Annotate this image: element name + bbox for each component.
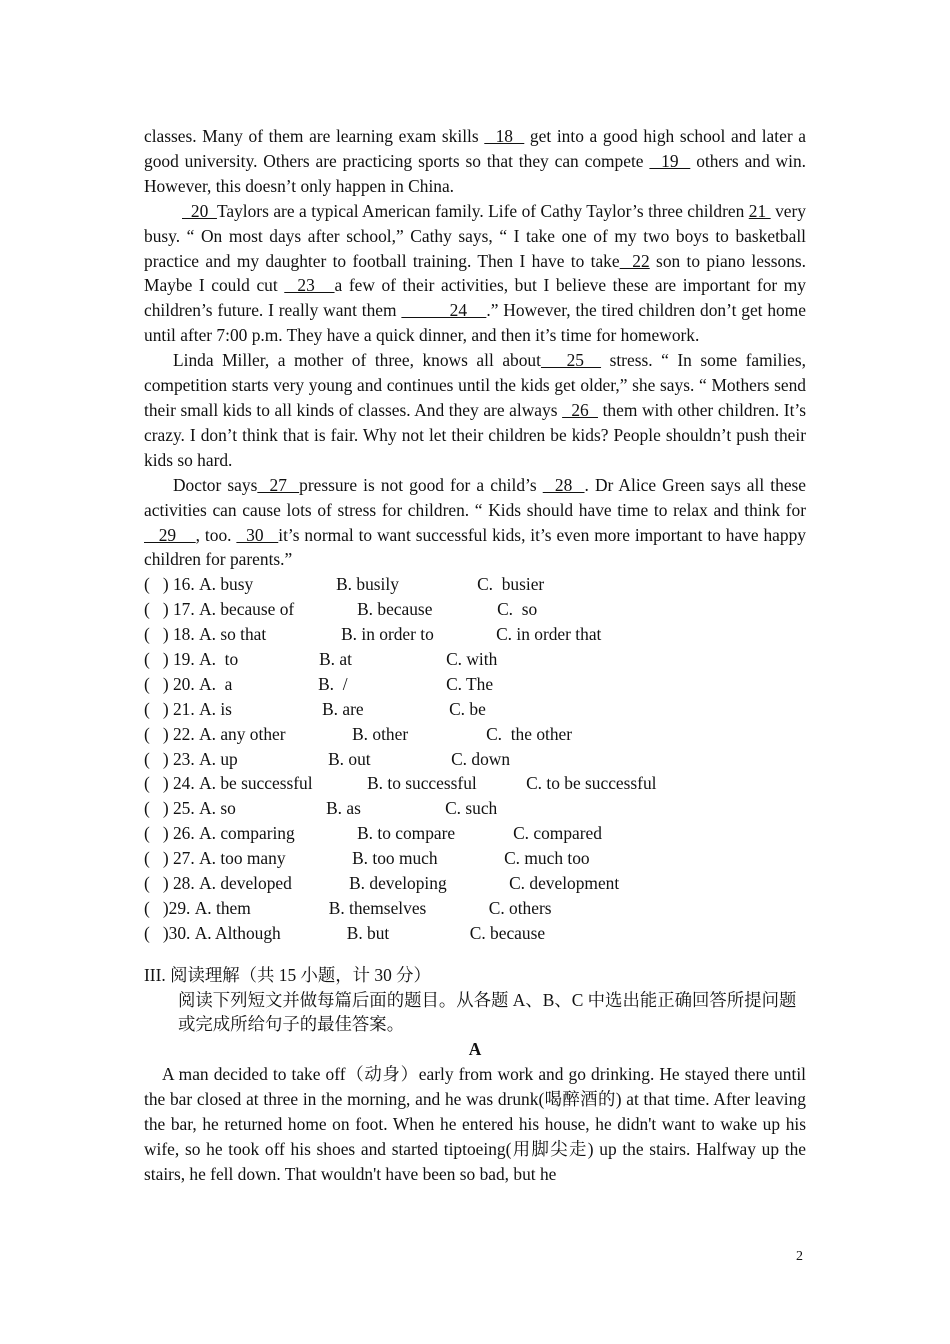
blank-18: 18: [484, 126, 525, 146]
option-a: A. them: [194, 897, 251, 918]
blank-26: 26: [562, 399, 598, 420]
question-number: 28.: [168, 873, 200, 893]
option-a: A. to: [199, 648, 239, 669]
question-row: [144, 697, 806, 722]
answer-blank[interactable]: ( ): [144, 922, 169, 943]
option-b: B. because: [357, 599, 433, 620]
text: , too.: [195, 524, 237, 545]
option-c: C. with: [446, 648, 498, 669]
option-c: C. the other: [486, 723, 573, 744]
option-c: C. so: [497, 599, 538, 620]
question-row: [144, 622, 806, 647]
blank-21: 21: [748, 200, 771, 221]
blank-23: 23: [284, 275, 335, 296]
passage-a-text: A man decided to take off（动身）early from work and go drinking. He stayed there until the bar closed at three in the morning, and he was drunk(喝醉酒的) at that time. After leaving the bar, he returned home on foot. When he entered his house, he didn't want to wake up his wife, so he took off his shoes and started tiptoeing(用脚尖走) up the stairs. Halfway up the stairs, he fell down. That wouldn't have been so bad, but he: [144, 1064, 806, 1184]
question-row: [144, 921, 806, 946]
answer-blank[interactable]: ( ): [144, 599, 169, 620]
text: son to piano lessons. Maybe I could cut: [144, 250, 807, 296]
question-row: [144, 672, 806, 697]
answer-blank[interactable]: ( ): [144, 648, 169, 669]
blank-29: 29: [144, 524, 196, 545]
question-number: 30.: [168, 922, 195, 943]
passage-title: A: [468, 1039, 482, 1060]
option-a: A. be successful: [199, 773, 313, 794]
question-number: 24.: [168, 773, 200, 794]
section-instructions: 阅读下列短文并做每篇后面的题目。从各题 A、B、C 中选出能正确回答所提问题或完成所给句子的最佳答案。: [178, 989, 797, 1035]
text: Taylors are a typical American family. Life of Cathy Taylor’s three children: [216, 200, 749, 221]
question-row: [144, 796, 806, 821]
text: them with other children. It’s crazy. I don’t think that is fair. Why not let their children be kids? People shouldn’t push their kids so hard.: [144, 399, 806, 470]
answer-blank[interactable]: ( ): [144, 673, 169, 694]
question-row: [144, 747, 806, 772]
answer-blank[interactable]: ( ): [144, 897, 169, 918]
question-row: [144, 896, 806, 921]
text: others and win. However, this doesn’t only happen in China.: [144, 150, 806, 196]
option-c: C. development: [509, 873, 620, 893]
option-b: B. busily: [336, 574, 399, 595]
question-number: 22.: [168, 723, 200, 744]
question-number: 27.: [168, 848, 200, 869]
answer-blank[interactable]: ( ): [144, 848, 169, 869]
question-row: [144, 572, 806, 597]
text: very busy. “ On most days after school,” Cathy says, “ I take one of my two boys to basketball practice and my daughter to football training. Then I have to take: [144, 200, 806, 271]
text: . Dr Alice Green says all these activities can cause lots of stress for children. “ Kids should have time to relax and think for: [144, 474, 807, 520]
question-number: 29.: [168, 897, 195, 918]
option-c: C. such: [445, 798, 498, 819]
option-c: C. others: [488, 897, 552, 918]
option-a: A. a: [199, 673, 233, 694]
question-row: [144, 871, 806, 896]
option-b: B. other: [352, 723, 409, 744]
blank-28: 28: [542, 474, 585, 495]
answer-blank[interactable]: ( ): [144, 624, 169, 645]
answer-blank[interactable]: ( ): [144, 748, 169, 769]
question-row: [144, 722, 806, 747]
blank-30: 30: [236, 524, 279, 545]
option-a: A. so that: [199, 624, 267, 645]
option-a: A. busy: [199, 574, 254, 595]
option-a: A. any other: [199, 723, 286, 744]
cloze-paragraph-4: [144, 473, 806, 573]
option-a: A. comparing: [199, 823, 295, 844]
text: a few of their activities, but I believe these are important for my children’s future. I really want them: [144, 275, 806, 321]
question-number: 20.: [168, 673, 200, 694]
blank-27: 27: [257, 474, 300, 495]
option-c: C. down: [451, 748, 511, 769]
option-c: C. to be successful: [526, 773, 657, 794]
blank-20: 20: [182, 200, 217, 221]
answer-blank[interactable]: ( ): [144, 574, 169, 595]
text: pressure is not good for a child’s: [299, 474, 543, 495]
option-b: B. in order to: [341, 624, 434, 645]
cloze-paragraph-2: [144, 199, 806, 348]
option-b: B. out: [328, 748, 371, 769]
option-b: B. are: [322, 698, 364, 719]
question-number: 16.: [168, 574, 200, 595]
question-number: 26.: [168, 823, 200, 844]
text: get into a good high school and later a good university. Others are practicing sports so that they can compete: [144, 126, 806, 171]
question-number: 21.: [168, 698, 200, 719]
option-b: B. but: [346, 922, 390, 943]
document-page: [144, 124, 806, 1187]
option-a: A. is: [199, 698, 232, 719]
section-reading: [144, 963, 806, 1187]
text: Linda Miller, a mother of three, knows all about: [173, 350, 541, 371]
answer-blank[interactable]: ( ): [144, 698, 169, 719]
option-b: B. at: [319, 648, 352, 669]
option-a: A. developed: [199, 873, 292, 893]
text: Doctor says: [173, 474, 258, 495]
option-b: B. too much: [352, 848, 438, 869]
section-title: III. 阅读理解（共 15 小题，计 30 分）: [144, 964, 431, 985]
question-number: 17.: [168, 599, 200, 620]
option-c: C. compared: [513, 823, 602, 844]
answer-blank[interactable]: ( ): [144, 823, 169, 844]
option-c: C. busier: [477, 574, 545, 595]
option-c: C. much too: [504, 848, 590, 869]
question-row: [144, 597, 806, 622]
answer-blank[interactable]: ( ): [144, 773, 169, 794]
option-c: C. The: [446, 673, 494, 694]
question-row: [144, 821, 806, 846]
question-number: 19.: [168, 648, 200, 669]
question-row: [144, 846, 806, 871]
option-a: A. because of: [199, 599, 295, 620]
answer-blank[interactable]: ( ): [144, 723, 169, 744]
question-number: 25.: [168, 798, 200, 819]
text: classes. Many of them are learning exam skills: [144, 126, 485, 146]
option-a: A. so: [199, 798, 236, 819]
page-number: 2: [796, 1249, 803, 1264]
blank-19: 19: [649, 150, 691, 171]
option-c: C. in order that: [496, 624, 602, 645]
option-b: B. to compare: [357, 823, 456, 844]
option-a: A. Although: [194, 922, 281, 943]
option-b: B. as: [326, 798, 361, 819]
blank-24: 24: [401, 300, 487, 321]
answer-blank[interactable]: ( ): [144, 873, 169, 893]
option-b: B. to successful: [367, 773, 477, 794]
option-c: C. because: [469, 922, 546, 943]
cloze-paragraph-3: [144, 348, 806, 473]
blank-25: 25: [540, 350, 602, 371]
option-c: C. be: [449, 698, 486, 719]
text: .” However, the tired children don’t get home until after 7:00 p.m. They have a quick dinner, and then it’s time for homework.: [144, 300, 806, 346]
option-a: A. too many: [199, 848, 286, 869]
option-b: B. developing: [349, 873, 447, 893]
question-number: 23.: [168, 748, 200, 769]
text: it’s normal to want successful kids, it’s even more important to have happy children for parents.”: [144, 524, 806, 570]
text: stress. “ In some families, competition starts very young and continues until the kids get older,” she says. “ Mothers send their small kids to all kinds of classes. And they are always: [144, 350, 806, 420]
question-row: [144, 647, 806, 672]
question-row: [144, 771, 806, 796]
answer-blank[interactable]: ( ): [144, 798, 169, 819]
option-a: A. up: [199, 748, 238, 769]
option-b: B. /: [318, 673, 348, 694]
question-number: 18.: [168, 624, 200, 645]
cloze-paragraph-1: [144, 124, 806, 199]
blank-22: 22: [619, 250, 650, 271]
option-b: B. themselves: [328, 897, 427, 918]
question-list: [144, 572, 806, 945]
